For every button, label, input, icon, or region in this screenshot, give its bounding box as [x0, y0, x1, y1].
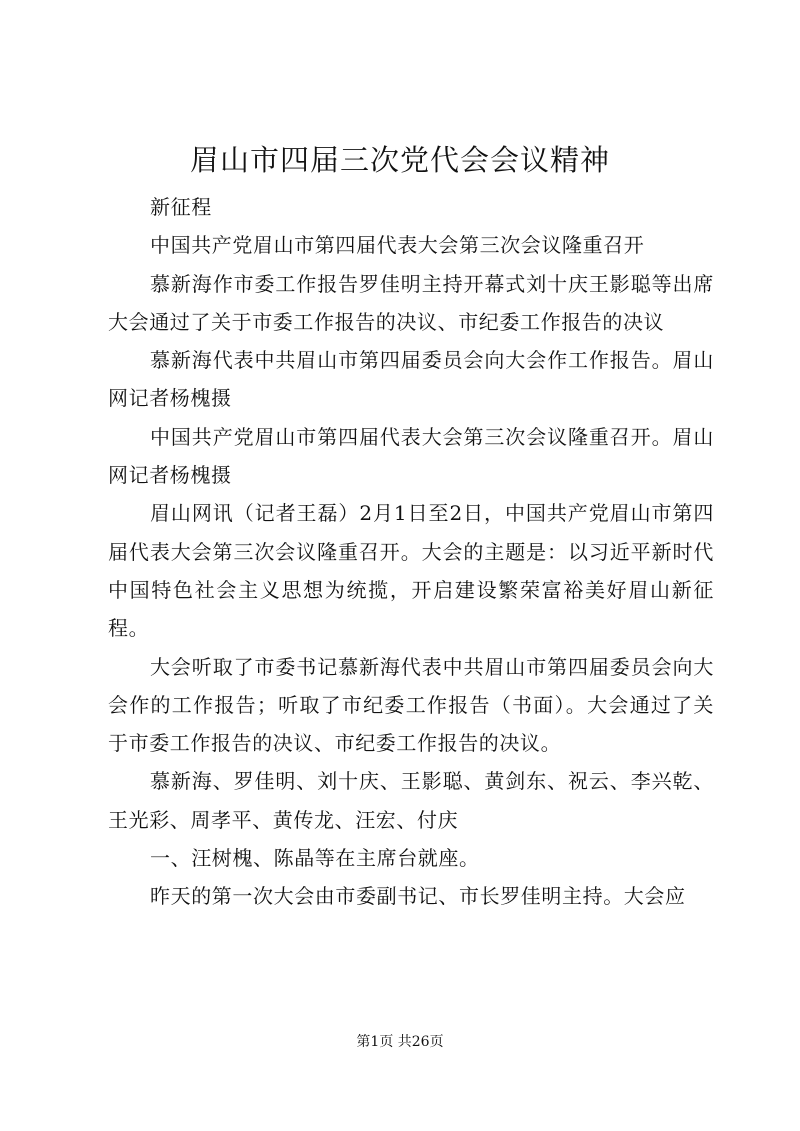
paragraph: 新征程 [150, 195, 212, 219]
paragraph: 中国共产党眉山市第四届代表大会第三次会议隆重召开 [150, 233, 645, 258]
document-body [108, 188, 714, 916]
document-title: 眉山市四届三次党代会会议精神 [189, 143, 610, 177]
paragraph: 眉山网讯（记者王磊）2月1日至2日，中国共产党眉山市第四届代表大会第三次会议隆重召开。大会的主题是：以习近平新时代中国特色社会主义思想为统揽，开启建设繁荣富裕美好眉山新征程。 [108, 501, 714, 641]
page-number-footer: 第1页 共26页 [356, 1034, 444, 1050]
paragraph: 昨天的第一次大会由市委副书记、市长罗佳明主持。大会应 [150, 884, 686, 909]
paragraph: 慕新海作市委工作报告罗佳明主持开幕式刘十庆王影聪等出席大会通过了关于市委工作报告的决议、市纪委工作报告的决议 [108, 271, 714, 334]
paragraph: 慕新海、罗佳明、刘十庆、王影聪、黄剑东、祝云、李兴乾、王光彩、周孝平、黄传龙、汪宏、付庆 [108, 769, 714, 832]
paragraph: 慕新海代表中共眉山市第四届委员会向大会作工作报告。眉山网记者杨槐摄 [108, 348, 714, 411]
paragraph: 大会听取了市委书记慕新海代表中共眉山市第四届委员会向大会作的工作报告；听取了市纪委工作报告（书面）。大会通过了关于市委工作报告的决议、市纪委工作报告的决议。 [108, 654, 714, 756]
paragraph: 中国共产党眉山市第四届代表大会第三次会议隆重召开。眉山网记者杨槐摄 [108, 424, 714, 488]
paragraph: 一、汪树槐、陈晶等在主席台就座。 [150, 846, 480, 871]
